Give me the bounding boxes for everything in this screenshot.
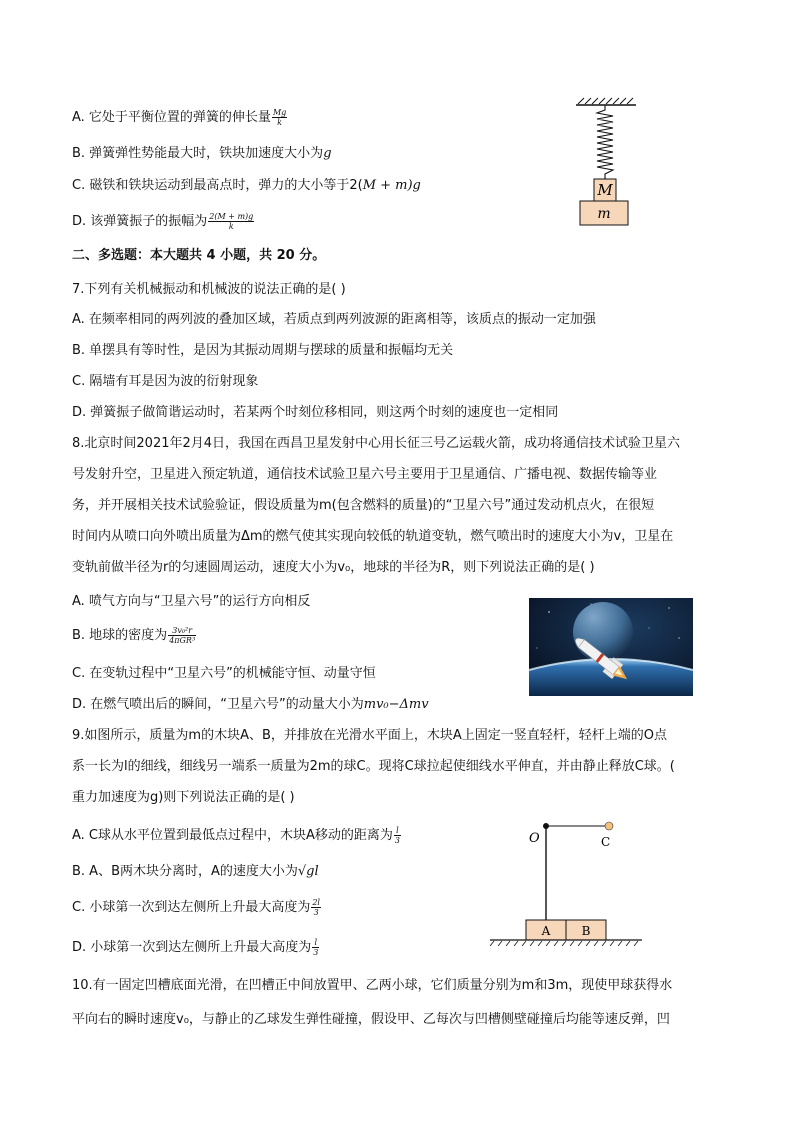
q7-option-d: D. 弹簧振子做简谐运动时，若某两个时刻位移相同，则这两个时刻的速度也一定相同: [72, 405, 559, 420]
fraction: $\frac{l}{3}$: [394, 826, 400, 845]
rocket-earth-image: [529, 598, 693, 696]
q7-stem: 7.下列有关机械振动和机械波的说法正确的是( ): [72, 282, 346, 297]
q7-option-c: C. 隔墙有耳是因为波的衍射现象: [72, 374, 259, 389]
q8-stem-line-3: 务，并开展相关技术试验验证，假设质量为m(包含燃料的质量)的“卫星六号”通过发动机点火，在很短: [72, 498, 655, 513]
fraction: $\frac{l}{3}$: [313, 938, 319, 957]
q8-option-c: C. 在变轨过程中“卫星六号”的机械能守恒、动量守恒: [72, 666, 376, 681]
q7-option-a: A. 在频率相同的两列波的叠加区域，若质点到两列波源的距离相等，该质点的振动一定加强: [72, 312, 596, 327]
block-a-label: A: [541, 924, 551, 938]
q10-stem-line-1: 10.有一固定凹槽底面光滑，在凹槽正中间放置甲、乙两小球，它们质量分别为m和3m，现使甲球获得水: [72, 978, 673, 993]
q6-option-d: D. 该弹簧振子的振幅为 $\frac{2(M + m)g}{k}$: [72, 212, 254, 231]
fraction: $\frac{2(M + m)g}{k}$: [209, 212, 254, 231]
q9-option-c: C. 小球第一次到达左侧所上升最大高度为 $\frac{2l}{3}$: [72, 898, 320, 917]
q9-option-d: D. 小球第一次到达左侧所上升最大高度为 $\frac{l}{3}$: [72, 938, 319, 957]
q6-option-c: C. 磁铁和铁块运动到最高点时，弹力的大小等于2(M + m)g: [72, 178, 421, 193]
q8-stem-line-2: 号发射升空，卫星进入预定轨道，通信技术试验卫星六号主要用于卫星通信、广播电视、数据传输等业: [72, 467, 658, 482]
section-header: 二、多选题：本大题共 4 小题，共 20 分。: [72, 248, 326, 263]
q9-stem-line-1: 9.如图所示，质量为m的木块A、B，并排放在光滑水平面上，木块A上固定一竖直轻杆，轻杆上端的O点: [72, 728, 668, 743]
q7-option-b: B. 单摆具有等时性，是因为其振动周期与摆球的质量和振幅均无关: [72, 343, 454, 358]
q8-stem-line-5: 变轨前做半径为r的匀速圆周运动，速度大小为v₀，地球的半径为R，则下列说法正确的是( ): [72, 560, 595, 575]
q6-option-a: A. 它处于平衡位置的弹簧的伸长量 $\frac{Mg}{k}$: [72, 108, 287, 127]
point-o-label: O: [529, 831, 540, 846]
fraction: $\frac{2l}{3}$: [312, 898, 320, 917]
q6-option-b: B. 弹簧弹性势能最大时，铁块加速度大小为g: [72, 146, 332, 161]
q9-stem-line-2: 系一长为l的细线，细线另一端系一质量为2m的球C。现将C球拉起使细线水平伸直，并由静止释放C球。(: [72, 759, 675, 774]
fraction: $\frac{\text{3v₀²r}}{\text{4πGR³}}$: [169, 626, 196, 645]
q9-stem-line-3: 重力加速度为g)则下列说法正确的是( ): [72, 790, 295, 805]
mass-label-big-m: M: [597, 181, 613, 199]
ball-c-label: C: [601, 835, 611, 849]
q9-option-b: B. A、B两木块分离时，A的速度大小为√gl: [72, 864, 319, 879]
q10-stem-line-2: 平向右的瞬时速度v₀，与静止的乙球发生弹性碰撞，假设甲、乙每次与凹槽侧壁碰撞后均能等速反弹，凹: [72, 1012, 670, 1027]
fraction: $\frac{Mg}{k}$: [272, 108, 287, 127]
q8-option-a: A. 喷气方向与“卫星六号”的运行方向相反: [72, 594, 311, 609]
spring-figure: [570, 96, 640, 230]
mass-label-small-m: m: [597, 206, 611, 222]
pendulum-blocks-figure: [488, 814, 646, 948]
q8-stem-line-4: 时间内从喷口向外喷出质量为Δm的燃气使其实现向较低的轨道变轨，燃气喷出时的速度大小为v，卫星在: [72, 529, 674, 544]
q8-option-b: B. 地球的密度为 $\frac{\text{3v₀²r}}{\text{4πGR³}}$: [72, 626, 196, 645]
q9-option-a: A. C球从水平位置到最低点过程中，木块A移动的距离为 $\frac{l}{3}$: [72, 826, 400, 845]
block-b-label: B: [581, 924, 591, 938]
q8-option-d: D. 在燃气喷出后的瞬间，“卫星六号”的动量大小为mv₀−Δmv: [72, 697, 429, 712]
q8-stem-line-1: 8.北京时间2021年2月4日，我国在西昌卫星发射中心用长征三号乙运载火箭，成功将通信技术试验卫星六: [72, 436, 681, 451]
